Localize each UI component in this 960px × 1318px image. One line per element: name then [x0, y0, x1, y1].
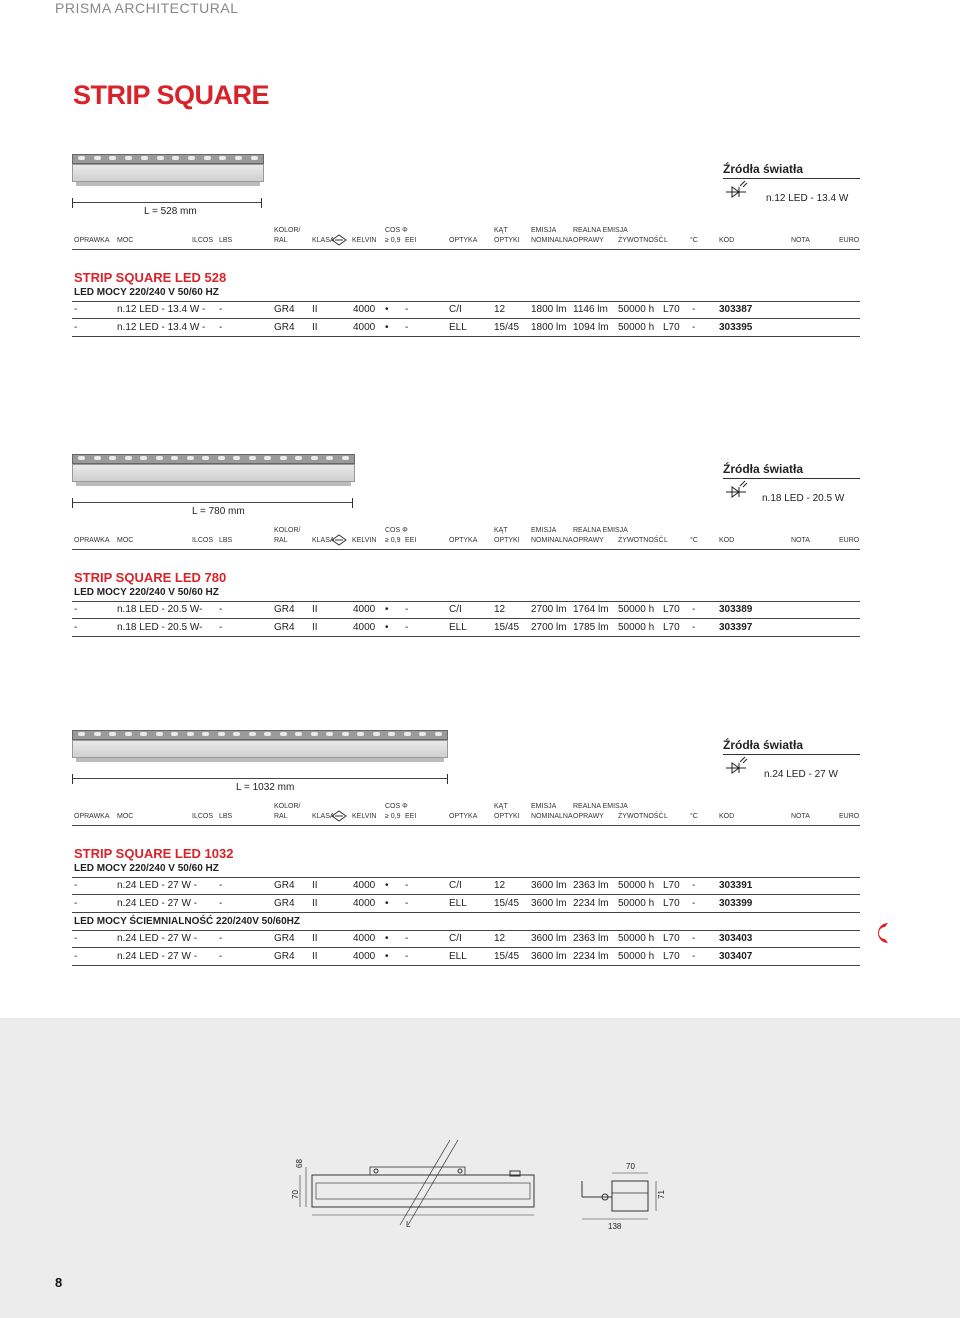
column-header: EURO	[839, 537, 860, 544]
cell-emisja: 3600 lm	[531, 933, 567, 944]
column-header: COS Φ	[385, 803, 408, 810]
dim-138-label: 138	[608, 1222, 622, 1231]
column-header: EMISJA	[531, 527, 557, 534]
column-header: RAL	[274, 813, 288, 820]
column-header: L	[664, 237, 668, 244]
column-header: KELVIN	[352, 537, 377, 544]
section-title: STRIP SQUARE LED 780	[74, 570, 227, 585]
column-header: EMISJA	[531, 227, 557, 234]
cell-kelvin: 4000	[353, 898, 376, 909]
header-divider	[72, 825, 860, 826]
column-header: KĄT	[494, 527, 508, 534]
technical-drawing	[280, 1135, 700, 1235]
dim-length-label: L	[406, 1220, 411, 1229]
brand-logo-icon	[870, 920, 892, 946]
cell-eei: -	[405, 951, 409, 962]
column-header: OPTYKI	[494, 813, 520, 820]
dim-70-label: 70	[291, 1190, 300, 1199]
cell-eei: -	[405, 622, 409, 633]
section-title: STRIP SQUARE LED 528	[74, 270, 227, 285]
column-header: LBS	[219, 237, 233, 244]
dim-70b-label: 70	[626, 1162, 635, 1171]
cell-cos: •	[385, 898, 389, 909]
cell-klasa: II	[312, 622, 318, 633]
cell-moc: n.24 LED - 27 W -	[117, 951, 198, 962]
cell-c: -	[692, 604, 696, 615]
cell-oprawka: -	[74, 304, 78, 315]
group-subtitle: LED MOCY 220/240 V 50/60 HZ	[74, 287, 219, 298]
cell-emisja: 3600 lm	[531, 951, 567, 962]
column-header: EEI	[405, 237, 417, 244]
cell-oprawka: -	[74, 322, 78, 333]
cell-cos: •	[385, 951, 389, 962]
column-header: KOD	[719, 237, 735, 244]
cell-cos: •	[385, 304, 389, 315]
column-header: KELVIN	[352, 813, 377, 820]
cell-eei: -	[405, 933, 409, 944]
page-title: STRIP SQUARE	[73, 80, 270, 110]
cell-eei: -	[405, 304, 409, 315]
led-diode-icon	[724, 756, 748, 776]
cell-moc: n.24 LED - 27 W -	[117, 880, 198, 891]
cell-kat: 15/45	[494, 951, 520, 962]
column-header: °C	[690, 237, 698, 244]
cell-emisja: 3600 lm	[531, 880, 567, 891]
cell-kelvin: 4000	[353, 604, 376, 615]
column-header: MOC	[117, 813, 134, 820]
cell-l: L70	[663, 898, 680, 909]
cell-klasa: II	[312, 880, 318, 891]
cell-realna: 1146 lm	[573, 304, 608, 315]
column-header: ≥ 0,9	[385, 813, 401, 820]
cell-kat: 12	[494, 933, 506, 944]
column-header: OPTYKA	[449, 813, 478, 820]
cell-optyka: C/I	[449, 880, 462, 891]
cell-kod: 303403	[719, 933, 753, 944]
light-source-title: Źródła światła	[723, 462, 804, 476]
cell-cos: •	[385, 933, 389, 944]
cell-moc: n.12 LED - 13.4 W -	[117, 304, 206, 315]
column-header: EURO	[839, 813, 860, 820]
column-header: REALNA EMISJA	[573, 527, 628, 534]
cell-kat: 12	[494, 604, 506, 615]
cell-lbs: -	[219, 622, 223, 633]
cell-cos: •	[385, 880, 389, 891]
cell-l: L70	[663, 933, 680, 944]
column-header: ≥ 0,9	[385, 537, 401, 544]
cell-l: L70	[663, 880, 680, 891]
column-header: RAL	[274, 537, 288, 544]
cell-l: L70	[663, 322, 680, 333]
cell-kod: 303389	[719, 604, 753, 615]
cell-kod: 303395	[719, 322, 753, 333]
fixture-image	[72, 452, 355, 490]
cell-oprawka: -	[74, 933, 78, 944]
cell-kod: 303399	[719, 898, 753, 909]
cell-klasa: II	[312, 604, 318, 615]
column-header: ŻYWOTNOŚĆ	[618, 537, 664, 544]
led-diode-icon	[724, 180, 748, 200]
column-header: REALNA EMISJA	[573, 803, 628, 810]
cell-c: -	[692, 898, 696, 909]
light-source-title: Źródła światła	[723, 162, 804, 176]
cell-realna: 2234 lm	[573, 898, 609, 909]
cell-emisja: 3600 lm	[531, 898, 567, 909]
cell-kolor: GR4	[274, 304, 295, 315]
column-header: ŻYWOTNOŚĆ	[618, 813, 664, 820]
cell-zyw: 50000 h	[618, 951, 655, 962]
led-diode-icon	[724, 480, 748, 500]
header-divider	[72, 249, 860, 250]
cell-kolor: GR4	[274, 322, 295, 333]
cell-realna: 2363 lm	[573, 880, 609, 891]
cell-realna: 1764 lm	[573, 604, 609, 615]
cell-optyka: ELL	[449, 322, 467, 333]
cell-moc: n.24 LED - 27 W -	[117, 933, 198, 944]
section-title: STRIP SQUARE LED 1032	[74, 846, 234, 861]
cell-optyka: C/I	[449, 304, 462, 315]
cell-kod: 303397	[719, 622, 753, 633]
column-header: NOMINALNA	[531, 813, 573, 820]
row-divider	[72, 301, 860, 302]
cell-lbs: -	[219, 880, 223, 891]
row-divider	[72, 618, 860, 619]
column-header: ILCOS	[192, 537, 214, 544]
cell-optyka: ELL	[449, 898, 467, 909]
column-header: OPRAWKA	[74, 813, 110, 820]
column-header: OPRAWKA	[74, 237, 110, 244]
cell-c: -	[692, 880, 696, 891]
column-header: NOTA	[791, 237, 810, 244]
cell-emisja: 1800 lm	[531, 304, 567, 315]
cell-lbs: -	[219, 604, 223, 615]
cell-c: -	[692, 322, 696, 333]
cell-optyka: ELL	[449, 951, 467, 962]
cell-cos: •	[385, 622, 389, 633]
column-header: OPTYKA	[449, 537, 478, 544]
cell-zyw: 50000 h	[618, 304, 655, 315]
column-header: NOMINALNA	[531, 237, 573, 244]
cell-kolor: GR4	[274, 933, 295, 944]
group-subtitle: LED MOCY 220/240 V 50/60 HZ	[74, 587, 219, 598]
cell-kolor: GR4	[274, 898, 295, 909]
cell-optyka: ELL	[449, 622, 467, 633]
row-divider	[72, 601, 860, 602]
cell-kat: 15/45	[494, 322, 520, 333]
length-label: L = 780 mm	[192, 506, 245, 517]
column-header: °C	[690, 537, 698, 544]
cell-klasa: II	[312, 304, 318, 315]
light-source-divider	[723, 754, 860, 755]
cell-lbs: -	[219, 322, 223, 333]
row-divider	[72, 912, 860, 913]
column-header: OPRAWY	[573, 813, 604, 820]
column-header: NOTA	[791, 813, 810, 820]
light-source-value: n.24 LED - 27 W	[764, 769, 838, 780]
cell-klasa: II	[312, 951, 318, 962]
cell-realna: 1785 lm	[573, 622, 609, 633]
cell-kod: 303391	[719, 880, 753, 891]
length-label: L = 1032 mm	[236, 782, 295, 793]
cell-oprawka: -	[74, 604, 78, 615]
cell-zyw: 50000 h	[618, 898, 655, 909]
cell-lbs: -	[219, 898, 223, 909]
cell-eei: -	[405, 604, 409, 615]
column-header: °C	[690, 813, 698, 820]
cell-zyw: 50000 h	[618, 933, 655, 944]
cell-kolor: GR4	[274, 880, 295, 891]
cell-emisja: 2700 lm	[531, 622, 567, 633]
cell-zyw: 50000 h	[618, 604, 655, 615]
group-subtitle: LED MOCY 220/240 V 50/60 HZ	[74, 863, 219, 874]
column-header: MOC	[117, 537, 134, 544]
cell-kelvin: 4000	[353, 933, 376, 944]
column-header: EURO	[839, 237, 860, 244]
column-header: KĄT	[494, 803, 508, 810]
column-header: MOC	[117, 237, 134, 244]
cell-oprawka: -	[74, 951, 78, 962]
cell-l: L70	[663, 604, 680, 615]
cell-realna: 2234 lm	[573, 951, 609, 962]
cell-cos: •	[385, 322, 389, 333]
cell-kelvin: 4000	[353, 304, 376, 315]
column-header: REALNA EMISJA	[573, 227, 628, 234]
cell-klasa: II	[312, 933, 318, 944]
row-divider	[72, 318, 860, 319]
column-header: OPRAWY	[573, 237, 604, 244]
cell-c: -	[692, 951, 696, 962]
cell-emisja: 1800 lm	[531, 322, 567, 333]
column-header: KOLOR/	[274, 227, 301, 234]
row-divider	[72, 877, 860, 878]
brand-name: PRISMA ARCHITECTURAL	[55, 0, 239, 16]
cell-kolor: GR4	[274, 622, 295, 633]
cell-emisja: 2700 lm	[531, 604, 567, 615]
cell-cos: •	[385, 604, 389, 615]
column-header: LBS	[219, 813, 233, 820]
cell-c: -	[692, 622, 696, 633]
row-divider	[72, 336, 860, 337]
column-header: KOD	[719, 813, 735, 820]
column-header: EEI	[405, 537, 417, 544]
cell-kelvin: 4000	[353, 880, 376, 891]
cell-kelvin: 4000	[353, 622, 376, 633]
cell-kat: 12	[494, 880, 506, 891]
column-header: L	[664, 813, 668, 820]
cell-kod: 303407	[719, 951, 753, 962]
header-divider	[72, 549, 860, 550]
cell-realna: 1094 lm	[573, 322, 609, 333]
length-label: L = 528 mm	[144, 206, 197, 217]
cell-lbs: -	[219, 951, 223, 962]
column-header: NOMINALNA	[531, 537, 573, 544]
column-header: KOD	[719, 537, 735, 544]
row-divider	[72, 965, 860, 966]
cell-klasa: II	[312, 898, 318, 909]
cell-oprawka: -	[74, 880, 78, 891]
cell-moc: n.12 LED - 13.4 W -	[117, 322, 206, 333]
page-number: 8	[55, 1275, 63, 1290]
dim-71-label: 71	[657, 1190, 666, 1199]
column-header: ≥ 0,9	[385, 237, 401, 244]
column-header: LBS	[219, 537, 233, 544]
group-subtitle: LED MOCY ŚCIEMNIALNOŚĆ 220/240V 50/60HZ	[74, 916, 300, 927]
column-header: KLASA	[312, 237, 335, 244]
row-divider	[72, 894, 860, 895]
cell-oprawka: -	[74, 622, 78, 633]
cell-eei: -	[405, 322, 409, 333]
cell-l: L70	[663, 622, 680, 633]
column-header: KOLOR/	[274, 527, 301, 534]
cell-kelvin: 4000	[353, 951, 376, 962]
row-divider	[72, 930, 860, 931]
cell-kolor: GR4	[274, 951, 295, 962]
column-header: EMISJA	[531, 803, 557, 810]
column-header: KLASA	[312, 537, 335, 544]
row-divider	[72, 636, 860, 637]
cell-l: L70	[663, 951, 680, 962]
column-header: L	[664, 537, 668, 544]
cell-realna: 2363 lm	[573, 933, 609, 944]
cell-eei: -	[405, 880, 409, 891]
cell-kat: 12	[494, 304, 506, 315]
cell-c: -	[692, 304, 696, 315]
cell-eei: -	[405, 898, 409, 909]
cell-c: -	[692, 933, 696, 944]
cell-zyw: 50000 h	[618, 622, 655, 633]
cell-klasa: II	[312, 322, 318, 333]
column-header: ILCOS	[192, 813, 214, 820]
column-header: KOLOR/	[274, 803, 301, 810]
cell-zyw: 50000 h	[618, 322, 655, 333]
light-source-value: n.18 LED - 20.5 W	[762, 493, 845, 504]
cell-zyw: 50000 h	[618, 880, 655, 891]
column-header: KELVIN	[352, 237, 377, 244]
column-header: OPTYKI	[494, 237, 520, 244]
cell-moc: n.24 LED - 27 W -	[117, 898, 198, 909]
cell-lbs: -	[219, 933, 223, 944]
fixture-image	[72, 152, 264, 190]
cell-optyka: C/I	[449, 604, 462, 615]
cell-l: L70	[663, 304, 680, 315]
cell-lbs: -	[219, 304, 223, 315]
row-divider	[72, 947, 860, 948]
light-source-divider	[723, 178, 860, 179]
cell-moc: n.18 LED - 20.5 W-	[117, 604, 203, 615]
column-header: COS Φ	[385, 527, 408, 534]
column-header: OPTYKI	[494, 537, 520, 544]
light-source-title: Źródła światła	[723, 738, 804, 752]
light-source-value: n.12 LED - 13.4 W	[766, 193, 849, 204]
cell-kolor: GR4	[274, 604, 295, 615]
cell-kod: 303387	[719, 304, 753, 315]
cell-kat: 15/45	[494, 622, 520, 633]
column-header: ŻYWOTNOŚĆ	[618, 237, 664, 244]
column-header: COS Φ	[385, 227, 408, 234]
column-header: OPRAWKA	[74, 537, 110, 544]
column-header: NOTA	[791, 537, 810, 544]
cell-kat: 15/45	[494, 898, 520, 909]
cell-oprawka: -	[74, 898, 78, 909]
column-header: EEI	[405, 813, 417, 820]
light-source-divider	[723, 478, 860, 479]
column-header: KLASA	[312, 813, 335, 820]
fixture-image	[72, 728, 448, 766]
column-header: KĄT	[494, 227, 508, 234]
column-header: RAL	[274, 237, 288, 244]
cell-optyka: C/I	[449, 933, 462, 944]
column-header: OPRAWY	[573, 537, 604, 544]
column-header: ILCOS	[192, 237, 214, 244]
cell-kelvin: 4000	[353, 322, 376, 333]
column-header: OPTYKA	[449, 237, 478, 244]
cell-moc: n.18 LED - 20.5 W-	[117, 622, 203, 633]
dim-68-label: 68	[295, 1159, 304, 1168]
